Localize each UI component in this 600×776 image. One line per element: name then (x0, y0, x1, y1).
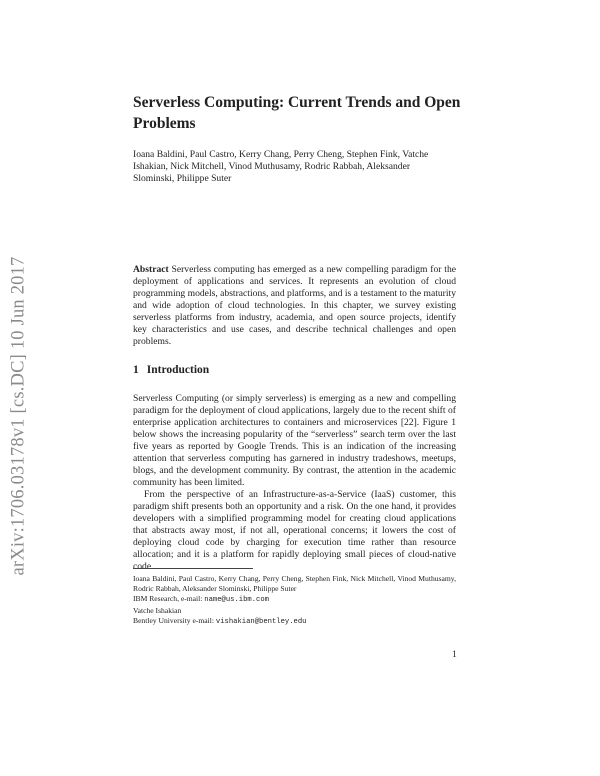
abstract-text: Serverless computing has emerged as a new compelling paradigm for the deployment of applications and services. It represents an evolution of cloud programming models, abstractions, and platforms, and is a testament to the maturity and wide adoption of cloud technologies. In this chapter, we survey existing serverless platforms from industry, academia, and open source projects, identify key characteristics and use cases, and describe technical challenges and open problems. (133, 264, 456, 347)
section-title: Introduction (146, 364, 210, 376)
footnote-bentley-author: Vatche Ishakian (133, 606, 182, 615)
paragraph: Serverless Computing (or simply serverless) is emerging as a new and compelling paradigm for the deployment of cloud applications, largely due to the recent shift of enterprise application architectures to containers and microservices [22]. Figure 1 below shows the increasing popularity of the “serverless” search term over the last five years as reported by Google Trends. This is an indication of the increasing attention that serverless computing has garnered in industry tradeshows, meetups, blogs, and the development community. By contrast, the attention in the academic community has been limited. (133, 393, 456, 488)
abstract (133, 264, 456, 348)
arxiv-stamp-text: arXiv:1706.03178v1 [cs.DC] 10 Jun 2017 (8, 256, 29, 576)
footnote-ibm-affiliation: IBM Research, e-mail: (133, 594, 203, 603)
section-heading-introduction (133, 364, 209, 376)
footnote-rule (133, 568, 253, 569)
paper-title: Serverless Computing: Current Trends and Open Problems (133, 94, 461, 132)
abstract-label: Abstract (133, 264, 169, 275)
footnote-ibm-email: name@us.ibm.com (204, 596, 269, 604)
footnote-bentley-affiliation: Bentley University e-mail: (133, 616, 214, 625)
introduction-body (133, 393, 456, 573)
footnote-bentley-email: vishakian@bentley.edu (215, 618, 307, 626)
section-number: 1 (133, 364, 139, 376)
paragraph: From the perspective of an Infrastructure-as-a-Service (IaaS) customer, this paradigm shift presents both an opportunity and a risk. On the one hand, it provides developers with a simplified programming model for creating cloud applications that abstracts away most, if not all, operational concerns; it lowers the cost of deploying cloud code by charging for execution time rather than resource allocation; and it is a platform for rapidly deploying small pieces of cloud-native code (133, 489, 456, 572)
author-list: Ioana Baldini, Paul Castro, Kerry Chang, Perry Cheng, Stephen Fink, Vatche Ishakian, Nick Mitchell, Vinod Muthusamy, Rodric Rabbah, Aleksander Slominski, Philippe Suter (133, 149, 429, 184)
footnote-bentley (133, 606, 456, 627)
footnote-ibm-authors: Ioana Baldini, Paul Castro, Kerry Chang, Perry Cheng, Stephen Fink, Nick Mitchell, Vinod Muthusamy, Rodric Rabbah, Aleksander Slominski, Philippe Suter (133, 574, 456, 593)
page-number: 1 (452, 649, 457, 660)
arxiv-stamp (4, 206, 34, 626)
footnote-ibm (133, 574, 456, 605)
